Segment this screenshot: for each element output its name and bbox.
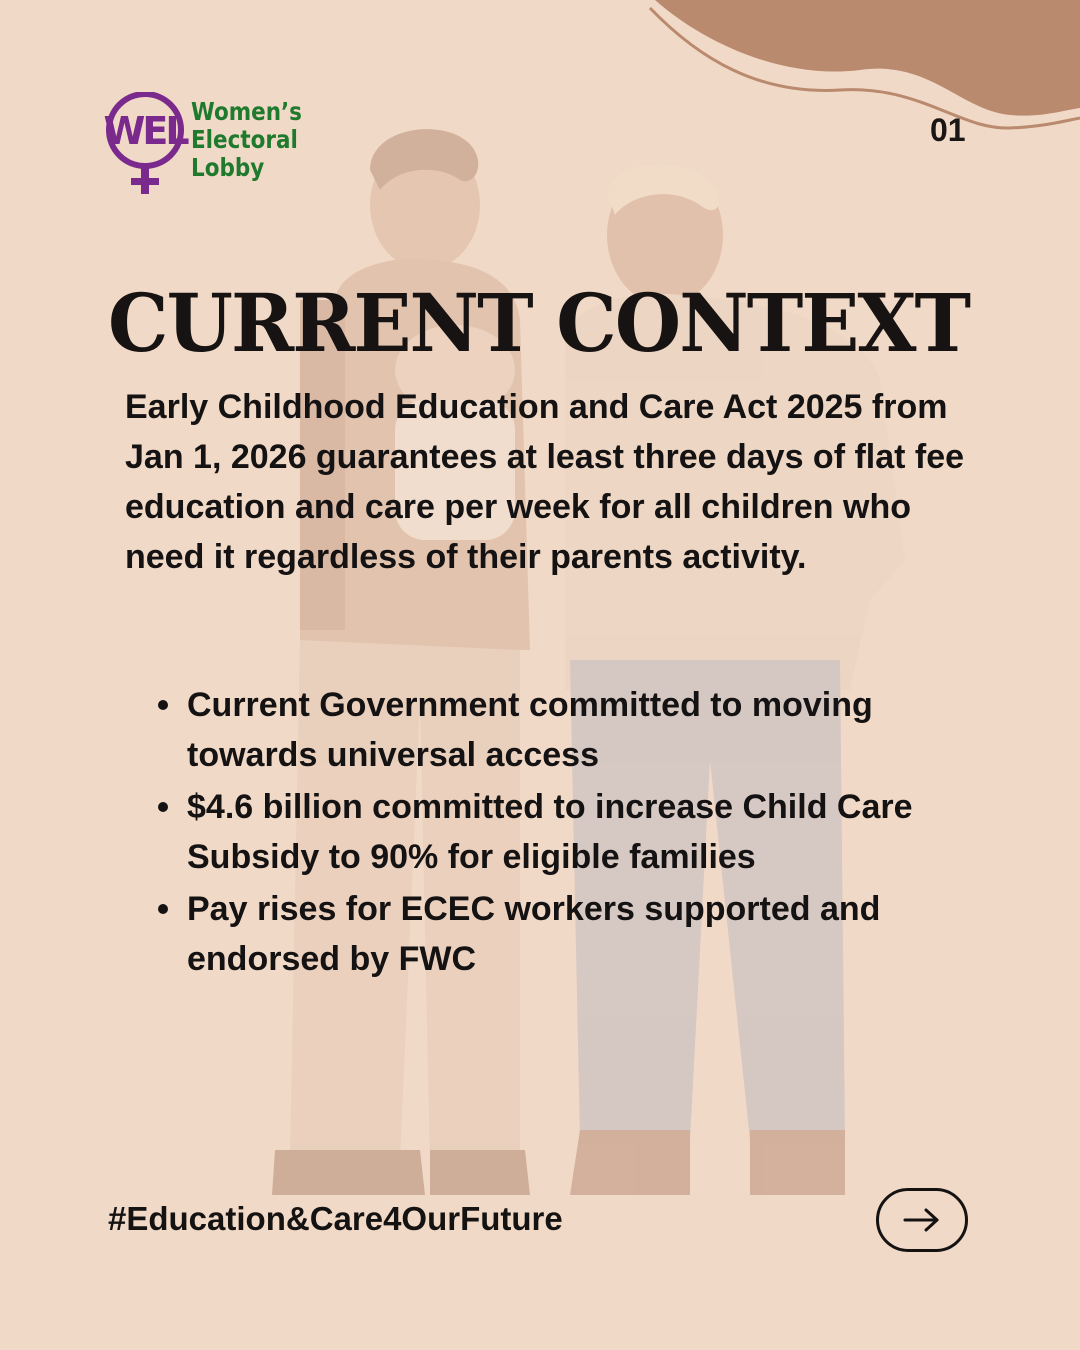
hashtag: #Education&Care4OurFuture [108,1200,563,1237]
bullet-list [125,680,985,986]
corner-wave-shape [655,0,1080,116]
bullet-dot-icon [158,904,168,914]
brand-name-line: Lobby [191,153,265,182]
list-item-text: $4.6 billion committed to increase Child Care Subsidy to 90% for eligible families [187,788,913,876]
venus-symbol-icon [103,94,189,194]
list-item-text: Pay rises for ECEC workers supported and endorsed by FWC [187,890,881,978]
arrow-right-icon [902,1207,942,1233]
brand-name-line: Electoral [191,125,298,154]
list-item [125,680,985,780]
list-item [125,884,985,984]
bullet-dot-icon [158,802,168,812]
list-item-text: Current Government committed to moving towards universal access [187,686,873,774]
next-button[interactable] [876,1188,968,1252]
list-item [125,782,985,882]
logo-letters: WEL [103,109,187,153]
bullet-dot-icon [158,700,168,710]
intro-paragraph: Early Childhood Education and Care Act 2025 from Jan 1, 2026 guarantees at least three days of flat fee education and care per week for all children who need it regardless of their parents activity. [125,388,965,576]
page-number: 01 [930,112,966,148]
brand-name [191,98,302,182]
page-title: CURRENT CONTEXT [108,276,970,370]
brand-name-line: Women’s [191,97,302,126]
